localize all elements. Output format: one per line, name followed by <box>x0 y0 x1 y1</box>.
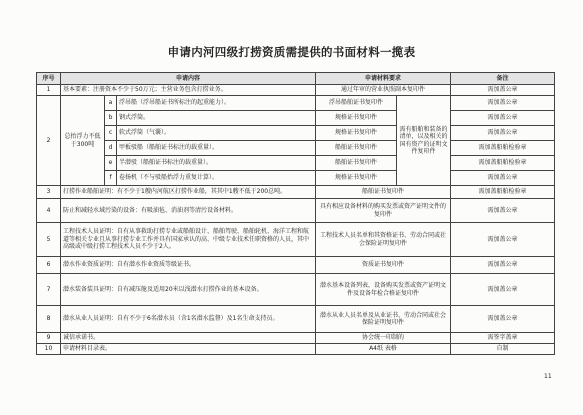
row-materials: 船舶证书复印件 <box>316 186 451 199</box>
table-row <box>37 141 555 156</box>
item-remark: 需加盖船舶检验章 <box>451 156 555 171</box>
table-row <box>37 333 555 344</box>
row-content: 基本要素：注册资本不少于50万元；主营业务包含打捞业务。 <box>61 85 316 96</box>
table-row <box>37 306 555 333</box>
row-remark: 需加盖公章 <box>451 274 555 306</box>
page-number: 11 <box>544 373 552 380</box>
item-letter: c <box>105 126 117 141</box>
row-no: 7 <box>37 274 61 306</box>
item-material: 规格证书复印件 <box>316 126 397 141</box>
item-material: 浮吊船舶证书复印件 <box>316 96 397 111</box>
item-remark: 需加盖公章 <box>451 171 555 186</box>
item-remark: 需加盖公章 <box>451 126 555 141</box>
row-materials: 潜水基本设备列表，设备购买发票或资产证明文件及设备年检合格证复印件 <box>316 274 451 306</box>
item-letter: d <box>105 141 117 156</box>
item-content: 钢式浮筒。 <box>117 111 316 126</box>
row-remark: 需加盖公章 <box>451 85 555 96</box>
item-remark: 需加盖公章 <box>451 111 555 126</box>
row-remark: 需加盖公章 <box>451 199 555 223</box>
item-content: 半潜驳（船舶证书标注的载重量）。 <box>117 156 316 171</box>
row-no: 4 <box>37 199 61 223</box>
row-remark: 需加盖公章 <box>451 306 555 333</box>
row-group-label: 总抬浮力不低于300吨 <box>61 96 105 186</box>
table-row <box>37 186 555 199</box>
row-no: 10 <box>37 344 61 355</box>
row-content: 打捞作业船舶证明：有不少于1艘内河航区打捞作业船，其其中1艘不低于200总吨。 <box>61 186 316 199</box>
table-header-row <box>37 73 555 85</box>
table-row <box>37 96 555 111</box>
row-content: 工程技术人员证明：自有从事救助打捞专业或船舶设计、船舶驾驶、船舶轮机、海洋工程和航道等相关专业且从事打捞专业工作并具有国家承认的高、中级专业技术任职资格的人员，其中高级或中级打捞工程技术人员不少于2人。 <box>61 223 316 257</box>
document-title: 申请内河四级打捞资质需提供的书面材料一揽表 <box>167 45 416 59</box>
item-letter: a <box>105 96 117 111</box>
item-content: 甲板驳船（船舶证书标注的载重量）。 <box>117 141 316 156</box>
item-content: 浮吊船（浮吊船证书所标注的起重能力）。 <box>117 96 316 111</box>
table-row <box>37 257 555 274</box>
table-row <box>37 85 555 96</box>
item-content: 卷扬机（不与驳船抬浮力重复计算）。 <box>117 171 316 186</box>
table-row <box>37 223 555 257</box>
row-no: 5 <box>37 223 61 257</box>
table-row <box>37 274 555 306</box>
row-no: 1 <box>37 85 61 96</box>
row-remark: 需加盖公章 <box>451 257 555 274</box>
header-remark: 备注 <box>451 73 555 85</box>
item-material: 船舶证书复印件 <box>316 156 397 171</box>
item-remark: 需加盖船舶检验章 <box>451 141 555 156</box>
header-no: 序号 <box>37 73 61 85</box>
row-no: 8 <box>37 306 61 333</box>
table-row <box>37 171 555 186</box>
row-content: 潜水装备装具证明：自有减压舱及适用20米以浅潜水打捞作业的基本设备。 <box>61 274 316 306</box>
row-content: 潜水作业资质证明：自有潜水作业资质等级证书。 <box>61 257 316 274</box>
item-letter: b <box>105 111 117 126</box>
row-content: 潜水从业人员证明：自有不少于6名潜水员（含1名潜水监督）及1名生命支持员。 <box>61 306 316 333</box>
row-remark: 需加盖公章 <box>451 223 555 257</box>
item-content: 软式浮筒（气囊）。 <box>117 126 316 141</box>
table-row <box>37 344 555 355</box>
row-materials: 通过年审的营业执照副本复印件 <box>316 85 451 96</box>
row-content: 申请材料目录表。 <box>61 344 316 355</box>
item-material: 船舶证书复印件 <box>316 141 397 156</box>
row-materials: A4纸 表格 <box>316 344 451 355</box>
row-no: 2 <box>37 96 61 186</box>
row-materials: 工程技术人员名单和其资格证书、劳动合同或社会保险证明复印件 <box>316 223 451 257</box>
row-no: 6 <box>37 257 61 274</box>
table-row <box>37 126 555 141</box>
row-content: 诚信承诺书。 <box>61 333 316 344</box>
table-row <box>37 111 555 126</box>
row-materials: 协会统一印制的 <box>316 333 451 344</box>
item-material: 规格证书复印件 <box>316 171 397 186</box>
row-remark: 需加盖船舶检验章 <box>451 186 555 199</box>
item-letter: f <box>105 171 117 186</box>
row-remark: 自制 <box>451 344 555 355</box>
row-materials: 潜水从业人员名单及从业证书、劳动合同或社会保险证明复印件 <box>316 306 451 333</box>
item-material: 规格证书复印件 <box>316 111 397 126</box>
row-materials: 资质证书复印件 <box>316 257 451 274</box>
table-row <box>37 199 555 223</box>
item-letter: e <box>105 156 117 171</box>
row-content: 防止和减轻水域污染的设备：有吸油毡、消油剂等清污设备材料。 <box>61 199 316 223</box>
row-no: 9 <box>37 333 61 344</box>
row-no: 3 <box>37 186 61 199</box>
table-row <box>37 156 555 171</box>
header-content: 申请内容 <box>61 73 316 85</box>
item-remark: 需加盖公章 <box>451 96 555 111</box>
row-materials: 具有相应设备材料的购买发票或资产证明文件的复印件 <box>316 199 451 223</box>
row-remark: 需签字盖章 <box>451 333 555 344</box>
materials-table <box>36 72 555 355</box>
header-materials: 申请材料要求 <box>316 73 451 85</box>
row-merged-material: 需有船舶和装备的清单，以及相关的国有资产的证明文件复印件 <box>397 96 451 186</box>
